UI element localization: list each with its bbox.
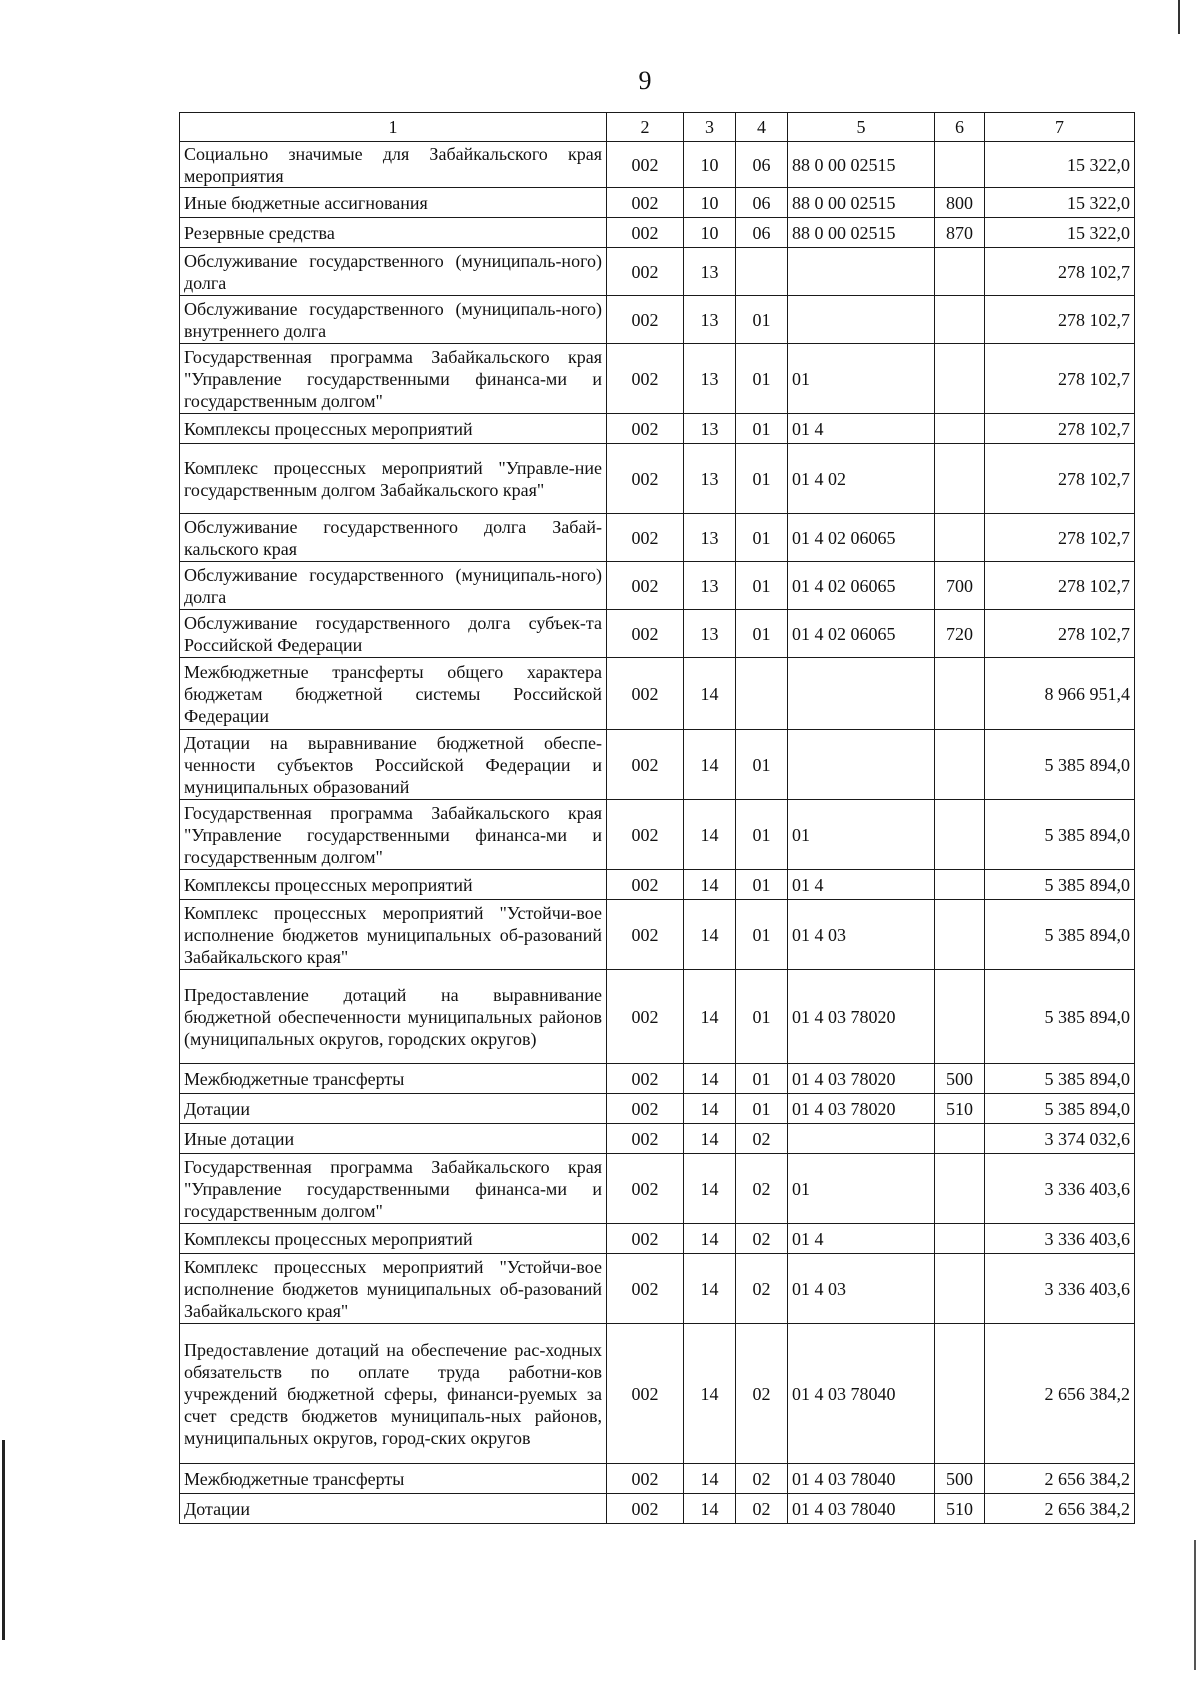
cell-expense-type (935, 444, 985, 514)
cell-admin-code: 002 (607, 248, 684, 296)
cell-expense-type: 720 (935, 610, 985, 658)
cell-section: 14 (684, 870, 736, 900)
cell-amount: 278 102,7 (985, 610, 1135, 658)
column-header: 7 (985, 113, 1135, 142)
cell-target-article: 01 4 02 06065 (788, 514, 935, 562)
cell-expense-type: 510 (935, 1094, 985, 1124)
table-body (180, 142, 1135, 1524)
cell-expense-type (935, 1224, 985, 1254)
cell-expense-type: 500 (935, 1064, 985, 1094)
cell-admin-code: 002 (607, 610, 684, 658)
table-row (180, 188, 1135, 218)
cell-expense-type (935, 514, 985, 562)
cell-section: 14 (684, 1224, 736, 1254)
cell-admin-code: 002 (607, 444, 684, 514)
cell-admin-code: 002 (607, 800, 684, 870)
cell-admin-code: 002 (607, 1224, 684, 1254)
cell-name: Дотации (180, 1494, 607, 1524)
cell-subsection: 02 (736, 1224, 788, 1254)
cell-section: 10 (684, 142, 736, 188)
cell-subsection: 02 (736, 1254, 788, 1324)
table-row (180, 248, 1135, 296)
scan-edge-mark (1194, 1540, 1196, 1670)
table-row (180, 900, 1135, 970)
column-header: 1 (180, 113, 607, 142)
cell-subsection: 01 (736, 514, 788, 562)
cell-amount: 278 102,7 (985, 296, 1135, 344)
cell-section: 14 (684, 1154, 736, 1224)
cell-target-article (788, 296, 935, 344)
cell-section: 14 (684, 730, 736, 800)
cell-target-article: 01 4 03 78040 (788, 1494, 935, 1524)
page-number: 9 (638, 66, 652, 95)
cell-target-article: 88 0 00 02515 (788, 188, 935, 218)
cell-name: Обслуживание государственного (муниципаль-ного) внутреннего долга (180, 296, 607, 344)
cell-expense-type (935, 1254, 985, 1324)
table-row (180, 414, 1135, 444)
cell-section: 14 (684, 800, 736, 870)
cell-amount: 278 102,7 (985, 344, 1135, 414)
cell-name: Обслуживание государственного долга Забай-кальского края (180, 514, 607, 562)
cell-name: Межбюджетные трансферты (180, 1064, 607, 1094)
table-row (180, 1224, 1135, 1254)
budget-table (179, 112, 1135, 1524)
cell-subsection: 02 (736, 1124, 788, 1154)
table-row (180, 1324, 1135, 1464)
cell-name: Государственная программа Забайкальского края "Управление государственными финанса-ми и государственным долгом" (180, 344, 607, 414)
table-row (180, 658, 1135, 730)
cell-amount: 15 322,0 (985, 188, 1135, 218)
cell-target-article: 01 4 02 06065 (788, 562, 935, 610)
cell-subsection: 06 (736, 188, 788, 218)
cell-admin-code: 002 (607, 970, 684, 1064)
cell-name: Комплексы процессных мероприятий (180, 870, 607, 900)
cell-admin-code: 002 (607, 1324, 684, 1464)
cell-admin-code: 002 (607, 1494, 684, 1524)
cell-target-article: 01 4 03 (788, 1254, 935, 1324)
table-row (180, 1464, 1135, 1494)
cell-expense-type (935, 296, 985, 344)
cell-section: 13 (684, 610, 736, 658)
cell-expense-type (935, 1324, 985, 1464)
cell-name: Комплекс процессных мероприятий "Устойчи-вое исполнение бюджетов муниципальных об-разований Забайкальского края" (180, 900, 607, 970)
cell-admin-code: 002 (607, 658, 684, 730)
cell-section: 13 (684, 296, 736, 344)
cell-subsection: 01 (736, 1064, 788, 1094)
cell-expense-type: 870 (935, 218, 985, 248)
cell-expense-type (935, 870, 985, 900)
cell-subsection: 01 (736, 296, 788, 344)
cell-admin-code: 002 (607, 188, 684, 218)
cell-target-article (788, 248, 935, 296)
cell-expense-type (935, 1124, 985, 1154)
table-row (180, 1494, 1135, 1524)
cell-admin-code: 002 (607, 514, 684, 562)
table-row (180, 610, 1135, 658)
table-row (180, 1064, 1135, 1094)
cell-name: Государственная программа Забайкальского края "Управление государственными финанса-ми и государственным долгом" (180, 800, 607, 870)
cell-subsection: 02 (736, 1464, 788, 1494)
cell-subsection: 01 (736, 730, 788, 800)
cell-target-article: 01 4 03 78040 (788, 1464, 935, 1494)
cell-admin-code: 002 (607, 1064, 684, 1094)
table-row (180, 1094, 1135, 1124)
cell-name: Обслуживание государственного (муниципаль-ного) долга (180, 562, 607, 610)
table-row (180, 1154, 1135, 1224)
cell-subsection: 02 (736, 1154, 788, 1224)
cell-expense-type: 800 (935, 188, 985, 218)
cell-target-article: 88 0 00 02515 (788, 142, 935, 188)
cell-amount: 278 102,7 (985, 562, 1135, 610)
cell-admin-code: 002 (607, 730, 684, 800)
table-row (180, 1254, 1135, 1324)
cell-target-article: 01 4 (788, 414, 935, 444)
cell-name: Межбюджетные трансферты общего характера бюджетам бюджетной системы Российской Федерации (180, 658, 607, 730)
cell-section: 14 (684, 1464, 736, 1494)
cell-subsection: 06 (736, 142, 788, 188)
cell-section: 14 (684, 1324, 736, 1464)
column-header: 6 (935, 113, 985, 142)
cell-expense-type: 700 (935, 562, 985, 610)
cell-target-article (788, 1124, 935, 1154)
table-row (180, 870, 1135, 900)
column-header: 5 (788, 113, 935, 142)
cell-subsection: 01 (736, 610, 788, 658)
cell-subsection: 01 (736, 1094, 788, 1124)
cell-admin-code: 002 (607, 562, 684, 610)
cell-admin-code: 002 (607, 870, 684, 900)
cell-subsection: 01 (736, 870, 788, 900)
cell-admin-code: 002 (607, 414, 684, 444)
cell-name: Комплексы процессных мероприятий (180, 1224, 607, 1254)
cell-target-article: 01 4 02 06065 (788, 610, 935, 658)
cell-amount: 2 656 384,2 (985, 1464, 1135, 1494)
cell-target-article: 01 4 03 78020 (788, 970, 935, 1064)
table-row (180, 344, 1135, 414)
column-header: 2 (607, 113, 684, 142)
cell-admin-code: 002 (607, 296, 684, 344)
cell-target-article: 01 (788, 1154, 935, 1224)
cell-name: Комплекс процессных мероприятий "Устойчи-вое исполнение бюджетов муниципальных об-разований Забайкальского края" (180, 1254, 607, 1324)
cell-section: 14 (684, 900, 736, 970)
cell-section: 10 (684, 218, 736, 248)
cell-amount: 278 102,7 (985, 444, 1135, 514)
cell-name: Государственная программа Забайкальского края "Управление государственными финанса-ми и государственным долгом" (180, 1154, 607, 1224)
cell-target-article: 01 (788, 344, 935, 414)
cell-expense-type (935, 142, 985, 188)
cell-admin-code: 002 (607, 1094, 684, 1124)
cell-target-article: 01 4 03 78020 (788, 1094, 935, 1124)
table-row (180, 296, 1135, 344)
table-row (180, 444, 1135, 514)
cell-subsection (736, 248, 788, 296)
cell-amount: 8 966 951,4 (985, 658, 1135, 730)
cell-name: Предоставление дотаций на выравнивание бюджетной обеспеченности муниципальных районов (муниципальных округов, городских округов) (180, 970, 607, 1064)
table-row (180, 218, 1135, 248)
cell-expense-type (935, 248, 985, 296)
cell-subsection: 01 (736, 800, 788, 870)
cell-admin-code: 002 (607, 1464, 684, 1494)
cell-name: Резервные средства (180, 218, 607, 248)
cell-target-article: 01 4 03 78040 (788, 1324, 935, 1464)
cell-target-article: 01 4 (788, 870, 935, 900)
cell-target-article: 01 4 03 (788, 900, 935, 970)
cell-section: 13 (684, 444, 736, 514)
cell-amount: 3 336 403,6 (985, 1154, 1135, 1224)
cell-section: 14 (684, 970, 736, 1064)
cell-name: Социально значимые для Забайкальского края мероприятия (180, 142, 607, 188)
table-row (180, 730, 1135, 800)
cell-amount: 5 385 894,0 (985, 730, 1135, 800)
cell-target-article: 01 4 03 78020 (788, 1064, 935, 1094)
cell-section: 14 (684, 1064, 736, 1094)
cell-expense-type (935, 800, 985, 870)
cell-section: 10 (684, 188, 736, 218)
cell-subsection: 02 (736, 1324, 788, 1464)
cell-name: Межбюджетные трансферты (180, 1464, 607, 1494)
cell-name: Дотации на выравнивание бюджетной обеспе-ченности субъектов Российской Федерации и муниципальных образований (180, 730, 607, 800)
cell-subsection: 01 (736, 900, 788, 970)
cell-section: 14 (684, 658, 736, 730)
cell-expense-type (935, 970, 985, 1064)
cell-amount: 15 322,0 (985, 142, 1135, 188)
cell-name: Иные дотации (180, 1124, 607, 1154)
cell-section: 14 (684, 1494, 736, 1524)
table-row (180, 514, 1135, 562)
table-row (180, 970, 1135, 1064)
cell-subsection: 01 (736, 344, 788, 414)
cell-section: 14 (684, 1094, 736, 1124)
cell-target-article (788, 658, 935, 730)
cell-subsection: 01 (736, 562, 788, 610)
cell-name: Предоставление дотаций на обеспечение рас-ходных обязательств по оплате труда работни-ков учреждений бюджетной сферы, финанси-руемых за счет средств бюджетов муниципаль-ных районов, муниципальных округов, город-ских округов (180, 1324, 607, 1464)
cell-subsection: 01 (736, 970, 788, 1064)
column-header: 3 (684, 113, 736, 142)
cell-expense-type (935, 414, 985, 444)
table-row (180, 562, 1135, 610)
cell-amount: 5 385 894,0 (985, 1094, 1135, 1124)
cell-amount: 5 385 894,0 (985, 970, 1135, 1064)
cell-name: Дотации (180, 1094, 607, 1124)
cell-amount: 5 385 894,0 (985, 800, 1135, 870)
cell-section: 14 (684, 1124, 736, 1154)
cell-target-article: 88 0 00 02515 (788, 218, 935, 248)
cell-name: Обслуживание государственного долга субъек-та Российской Федерации (180, 610, 607, 658)
scan-edge-mark (1178, 0, 1180, 34)
cell-amount: 3 336 403,6 (985, 1224, 1135, 1254)
cell-expense-type (935, 344, 985, 414)
cell-amount: 15 322,0 (985, 218, 1135, 248)
cell-admin-code: 002 (607, 1154, 684, 1224)
cell-admin-code: 002 (607, 900, 684, 970)
cell-target-article (788, 730, 935, 800)
cell-amount: 2 656 384,2 (985, 1494, 1135, 1524)
cell-name: Комплексы процессных мероприятий (180, 414, 607, 444)
cell-admin-code: 002 (607, 142, 684, 188)
cell-section: 13 (684, 414, 736, 444)
cell-expense-type: 500 (935, 1464, 985, 1494)
table-row (180, 142, 1135, 188)
cell-subsection: 02 (736, 1494, 788, 1524)
cell-section: 13 (684, 344, 736, 414)
cell-amount: 3 336 403,6 (985, 1254, 1135, 1324)
cell-expense-type (935, 658, 985, 730)
cell-amount: 5 385 894,0 (985, 900, 1135, 970)
cell-subsection: 06 (736, 218, 788, 248)
cell-section: 13 (684, 514, 736, 562)
cell-target-article: 01 (788, 800, 935, 870)
cell-target-article: 01 4 (788, 1224, 935, 1254)
scan-edge-mark (2, 1440, 5, 1640)
cell-name: Комплекс процессных мероприятий "Управле-ние государственным долгом Забайкальского края" (180, 444, 607, 514)
cell-admin-code: 002 (607, 218, 684, 248)
cell-amount: 5 385 894,0 (985, 1064, 1135, 1094)
cell-name: Иные бюджетные ассигнования (180, 188, 607, 218)
cell-subsection (736, 658, 788, 730)
cell-expense-type (935, 900, 985, 970)
cell-amount: 2 656 384,2 (985, 1324, 1135, 1464)
cell-name: Обслуживание государственного (муниципаль-ного) долга (180, 248, 607, 296)
table-row (180, 800, 1135, 870)
column-header: 4 (736, 113, 788, 142)
cell-section: 14 (684, 1254, 736, 1324)
cell-section: 13 (684, 248, 736, 296)
cell-amount: 3 374 032,6 (985, 1124, 1135, 1154)
cell-admin-code: 002 (607, 344, 684, 414)
cell-subsection: 01 (736, 444, 788, 514)
cell-expense-type (935, 1154, 985, 1224)
cell-expense-type (935, 730, 985, 800)
cell-section: 13 (684, 562, 736, 610)
cell-target-article: 01 4 02 (788, 444, 935, 514)
cell-amount: 278 102,7 (985, 414, 1135, 444)
cell-expense-type: 510 (935, 1494, 985, 1524)
cell-amount: 5 385 894,0 (985, 870, 1135, 900)
cell-admin-code: 002 (607, 1124, 684, 1154)
cell-amount: 278 102,7 (985, 248, 1135, 296)
cell-amount: 278 102,7 (985, 514, 1135, 562)
table-row (180, 1124, 1135, 1154)
header-row (180, 113, 1135, 142)
cell-admin-code: 002 (607, 1254, 684, 1324)
cell-subsection: 01 (736, 414, 788, 444)
